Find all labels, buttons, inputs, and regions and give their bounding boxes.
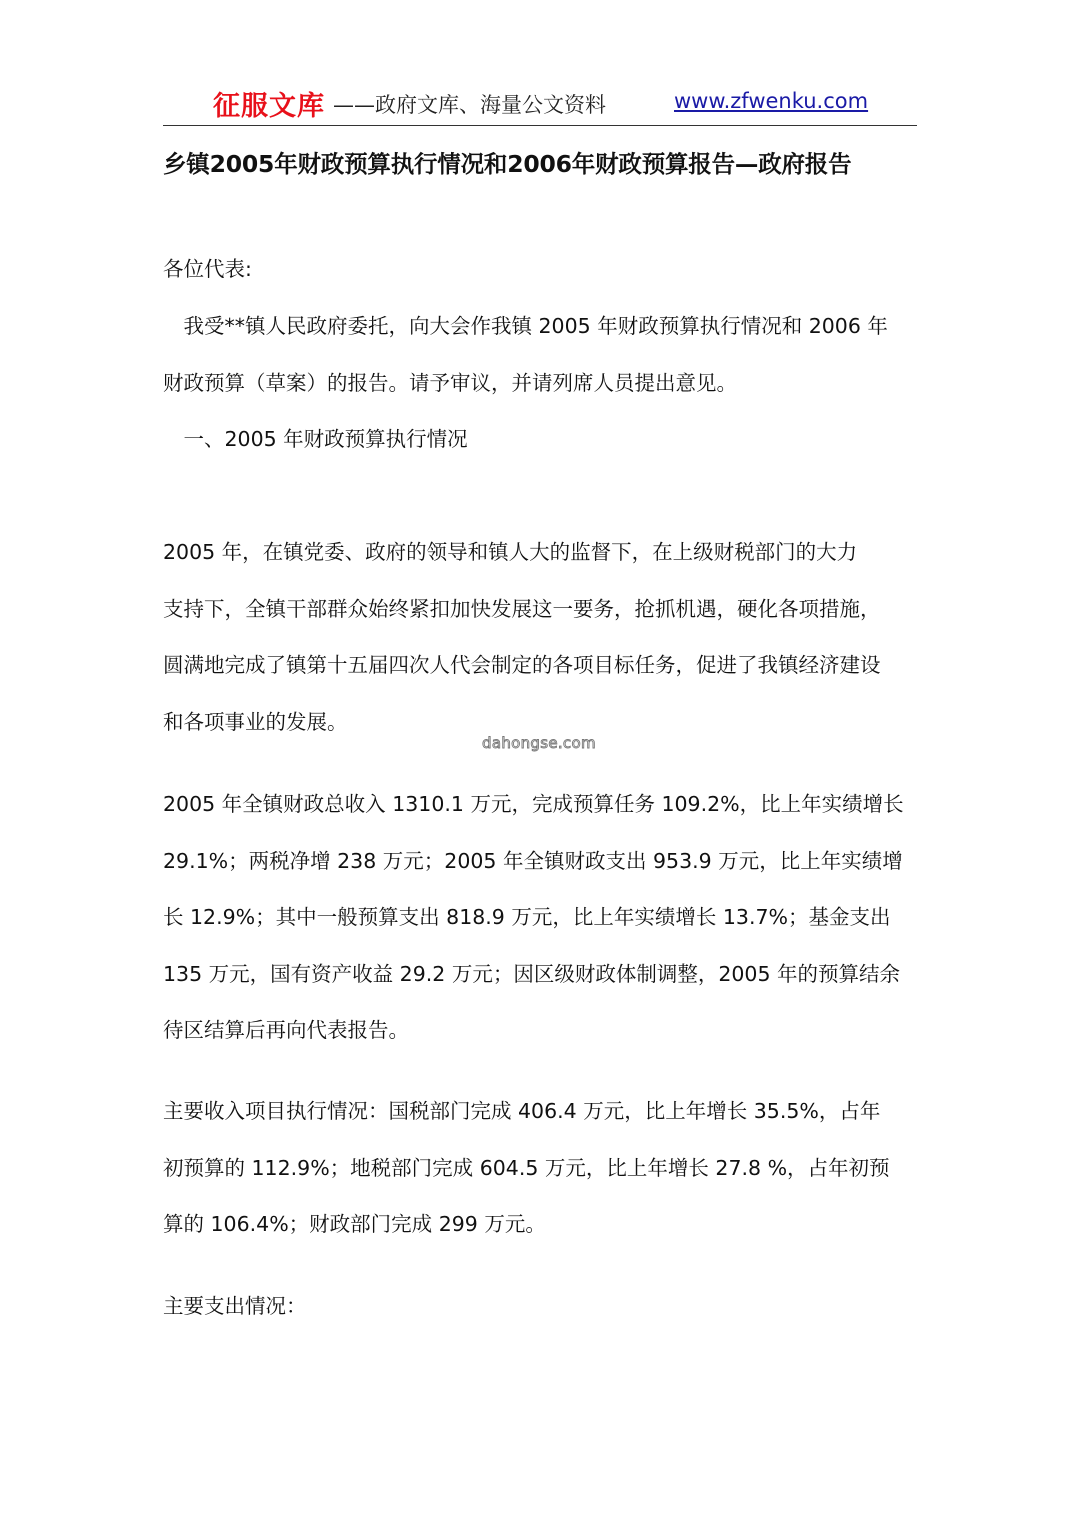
expense-heading-text: 主要支出情况： [163, 1294, 307, 1318]
paragraph-line: 支持下，全镇干部群众始终紧扣加快发展这一要务，抢抓机遇，硬化各项措施， [163, 596, 881, 621]
intro-paragraph [163, 298, 919, 411]
statistics-paragraph [163, 776, 919, 1059]
paragraph-line: 财政预算（草案）的报告。请予审议，并请列席人员提出意见。 [163, 370, 737, 395]
expense-heading [163, 1278, 919, 1335]
paragraph-line: 2005 年全镇财政总收入 1310.1 万元，完成预算任务 109.2%，比上年实绩增长 [163, 792, 904, 816]
paragraph-line: 初预算的 112.9%；地税部门完成 604.5 万元，比上年增长 27.8 %，占年初预 [163, 1155, 890, 1180]
brand-name: 征服文库 [213, 91, 325, 122]
paragraph-line: 圆满地完成了镇第十五届四次人代会制定的各项目标任务，促进了我镇经济建设 [163, 653, 881, 677]
watermark: dahongse.com [482, 734, 596, 752]
paragraph-line: 长 12.9%；其中一般预算支出 818.9 万元，比上年实绩增长 13.7%；基金支出 [163, 905, 891, 929]
paragraph-line: 2005 年，在镇党委、政府的领导和镇人大的监督下，在上级财税部门的大力 [163, 540, 858, 564]
paragraph-line: 我受**镇人民政府委托，向大会作我镇 2005 年财政预算执行情况和 2006 年 [163, 314, 888, 338]
header-divider [163, 125, 917, 126]
header-tagline: ——政府文库、海量公文资料 [333, 93, 606, 117]
paragraph-line: 待区结算后再向代表报告。 [163, 1018, 409, 1042]
summary-paragraph [163, 524, 919, 750]
paragraph-line: 主要收入项目执行情况：国税部门完成 406.4 万元，比上年增长 35.5%，占年 [163, 1099, 881, 1123]
paragraph-line: 135 万元，国有资产收益 29.2 万元；因区级财政体制调整，2005 年的预算结余 [163, 961, 901, 986]
salutation [163, 241, 919, 297]
site-url-link[interactable]: www.zfwenku.com [674, 89, 869, 113]
paragraph-line: 算的 106.4%；财政部门完成 299 万元。 [163, 1212, 546, 1236]
income-paragraph [163, 1083, 919, 1253]
section-heading-text: 一、2005 年财政预算执行情况 [163, 427, 468, 451]
document-title: 乡镇2005年财政预算执行情况和2006年财政预算报告—政府报告 [163, 150, 852, 178]
paragraph-line: 和各项事业的发展。 [163, 709, 348, 734]
page-header [163, 84, 917, 124]
paragraph-line: 29.1%；两税净增 238 万元；2005 年全镇财政支出 953.9 万元，比上年实绩增 [163, 848, 903, 873]
salutation-text: 各位代表: [163, 257, 252, 281]
section-heading [163, 411, 919, 468]
